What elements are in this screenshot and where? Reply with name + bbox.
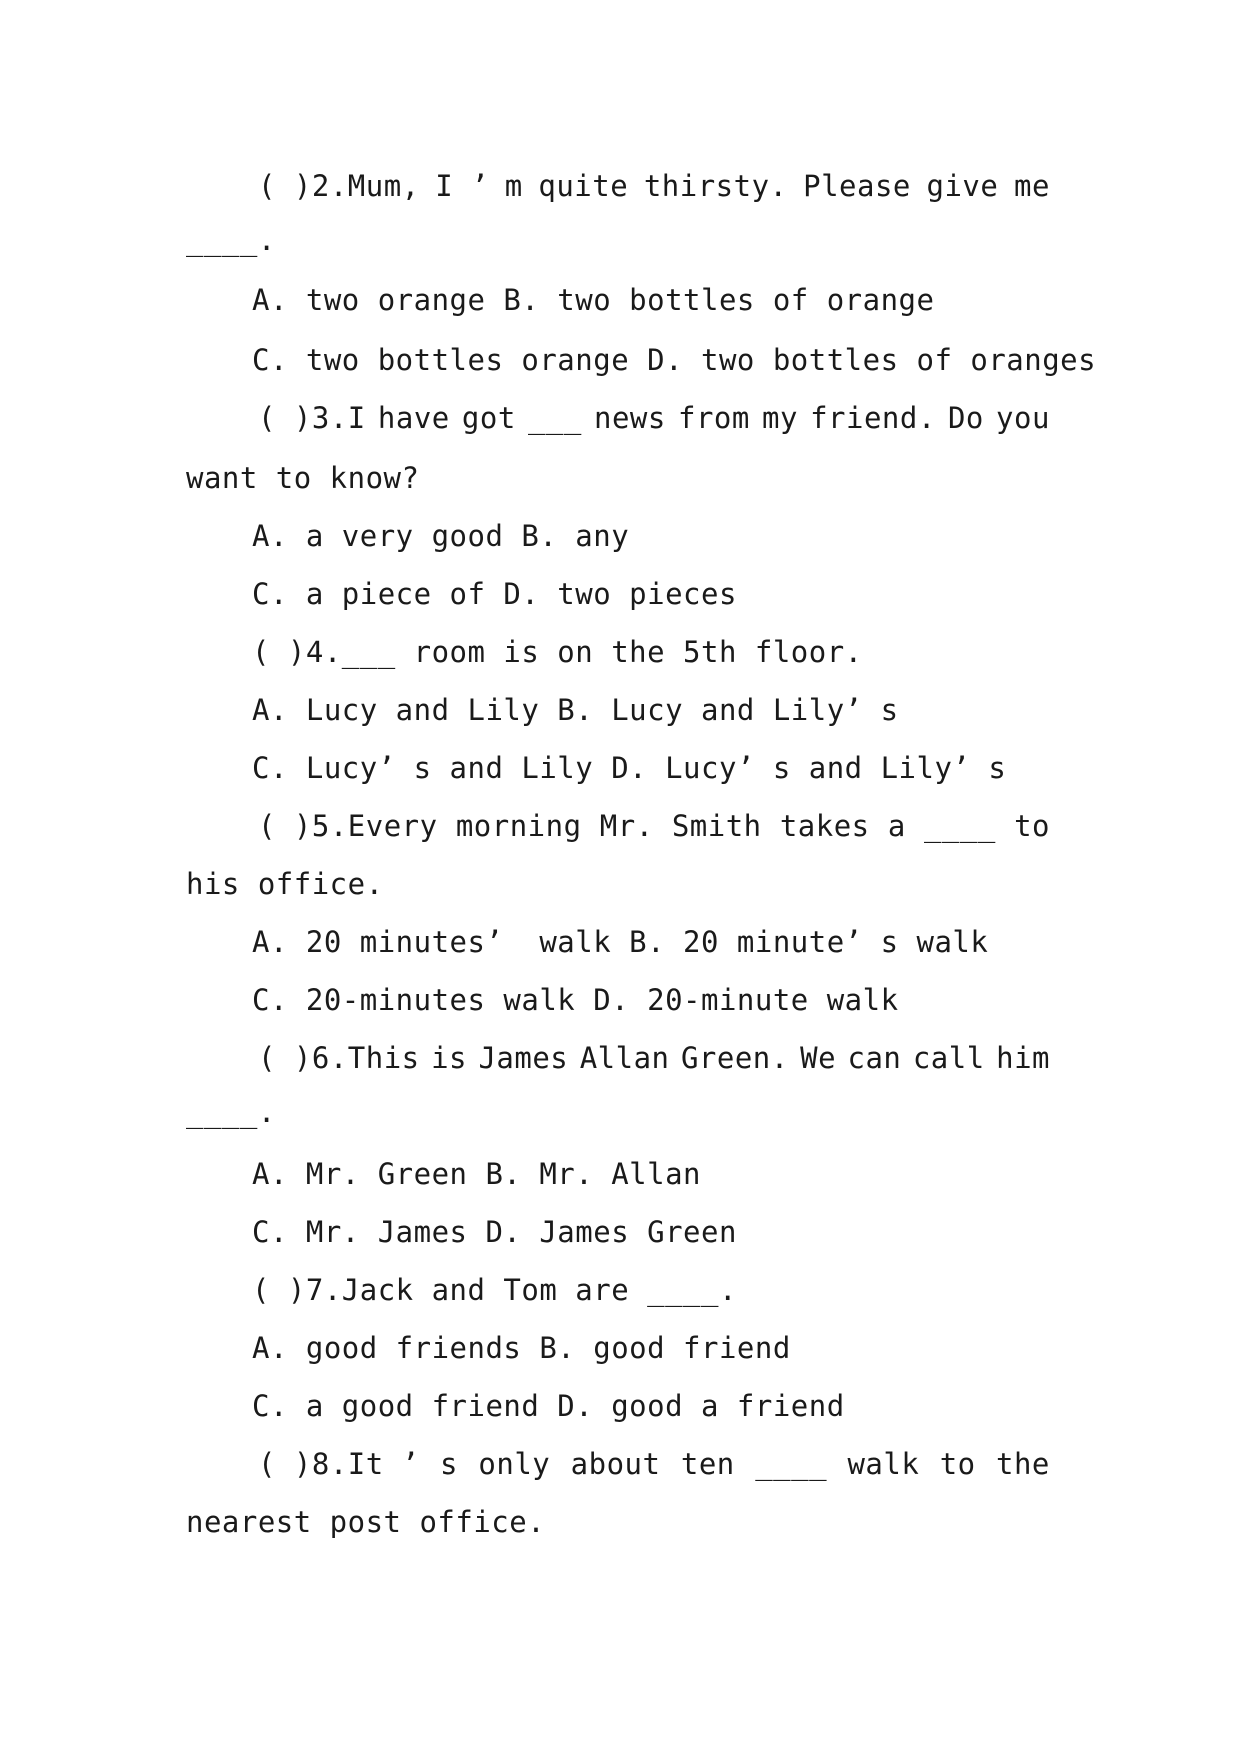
word: James bbox=[478, 1041, 569, 1075]
question-3-options-ab: A. a very good B. any bbox=[252, 519, 630, 553]
word: my bbox=[762, 401, 798, 435]
word: to bbox=[939, 1447, 976, 1481]
word: have bbox=[377, 401, 450, 435]
word: ____ bbox=[755, 1447, 828, 1481]
word: Please bbox=[803, 169, 911, 203]
word: m bbox=[504, 169, 523, 203]
question-3-line bbox=[258, 398, 1050, 438]
word: Mr. bbox=[599, 809, 654, 843]
word: to bbox=[1014, 809, 1050, 843]
word: friend. bbox=[810, 401, 936, 435]
word: you bbox=[996, 401, 1050, 435]
word: Do bbox=[947, 401, 984, 435]
word: is bbox=[431, 1041, 467, 1075]
question-6-options-ab: A. Mr. Green B. Mr. Allan bbox=[252, 1157, 701, 1191]
question-8-line bbox=[258, 1444, 1050, 1484]
word: from bbox=[678, 401, 750, 435]
question-8-continuation: nearest post office. bbox=[186, 1505, 546, 1539]
word: ( )3.I bbox=[258, 401, 366, 435]
word: ( )8.It ’ bbox=[258, 1447, 420, 1481]
word: takes bbox=[779, 809, 870, 843]
question-5-line bbox=[258, 806, 1050, 846]
word: ( )2.Mum, bbox=[258, 169, 420, 203]
word: got bbox=[461, 401, 516, 435]
question-2-options-ab: A. two orange B. two bottles of orange bbox=[252, 283, 935, 317]
word: quite bbox=[538, 169, 629, 203]
word: can bbox=[847, 1041, 902, 1075]
word: a bbox=[887, 809, 906, 843]
word: ( )6.This bbox=[258, 1041, 420, 1075]
word: news bbox=[594, 401, 666, 435]
question-5-continuation: his office. bbox=[186, 867, 384, 901]
question-6-continuation: ____. bbox=[186, 1095, 276, 1129]
question-4-line: ( )4.___ room is on the 5th floor. bbox=[252, 635, 863, 669]
word: We bbox=[800, 1041, 837, 1075]
question-4-options-ab: A. Lucy and Lily B. Lucy and Lily’ s bbox=[252, 693, 899, 727]
question-2-continuation: ____. bbox=[186, 223, 276, 257]
word: Allan bbox=[579, 1041, 670, 1075]
word: ____ bbox=[924, 809, 996, 843]
word: morning bbox=[455, 809, 582, 843]
question-7-options-cd: C. a good friend D. good a friend bbox=[252, 1389, 845, 1423]
word: s bbox=[440, 1447, 459, 1481]
question-7-line: ( )7.Jack and Tom are ____. bbox=[252, 1273, 737, 1307]
word: thirsty. bbox=[643, 169, 788, 203]
word: ten bbox=[680, 1447, 735, 1481]
word: ( )5.Every bbox=[258, 809, 438, 843]
question-7-options-ab: A. good friends B. good friend bbox=[252, 1331, 791, 1365]
word: only bbox=[478, 1447, 551, 1481]
word: the bbox=[996, 1447, 1050, 1481]
question-5-options-cd: C. 20-minutes walk D. 20-minute walk bbox=[252, 983, 899, 1017]
word: ___ bbox=[527, 401, 582, 435]
word: Smith bbox=[671, 809, 762, 843]
question-3-continuation: want to know? bbox=[186, 461, 420, 495]
word: walk bbox=[847, 1447, 920, 1481]
word: Green. bbox=[680, 1041, 789, 1075]
question-6-line bbox=[258, 1038, 1050, 1078]
word: about bbox=[570, 1447, 661, 1481]
word: me bbox=[1013, 169, 1050, 203]
word: call bbox=[912, 1041, 985, 1075]
question-2-options-cd: C. two bottles orange D. two bottles of oranges bbox=[252, 343, 1097, 377]
question-4-options-cd: C. Lucy’ s and Lily D. Lucy’ s and Lily’ s bbox=[252, 751, 1007, 785]
question-5-options-ab: A. 20 minutes’ walk B. 20 minute’ s walk bbox=[252, 925, 989, 959]
question-2-line bbox=[258, 166, 1050, 206]
question-6-options-cd: C. Mr. James D. James Green bbox=[252, 1215, 737, 1249]
word: him bbox=[996, 1041, 1050, 1075]
word: I ’ bbox=[435, 169, 490, 203]
word: give bbox=[926, 169, 999, 203]
question-3-options-cd: C. a piece of D. two pieces bbox=[252, 577, 737, 611]
